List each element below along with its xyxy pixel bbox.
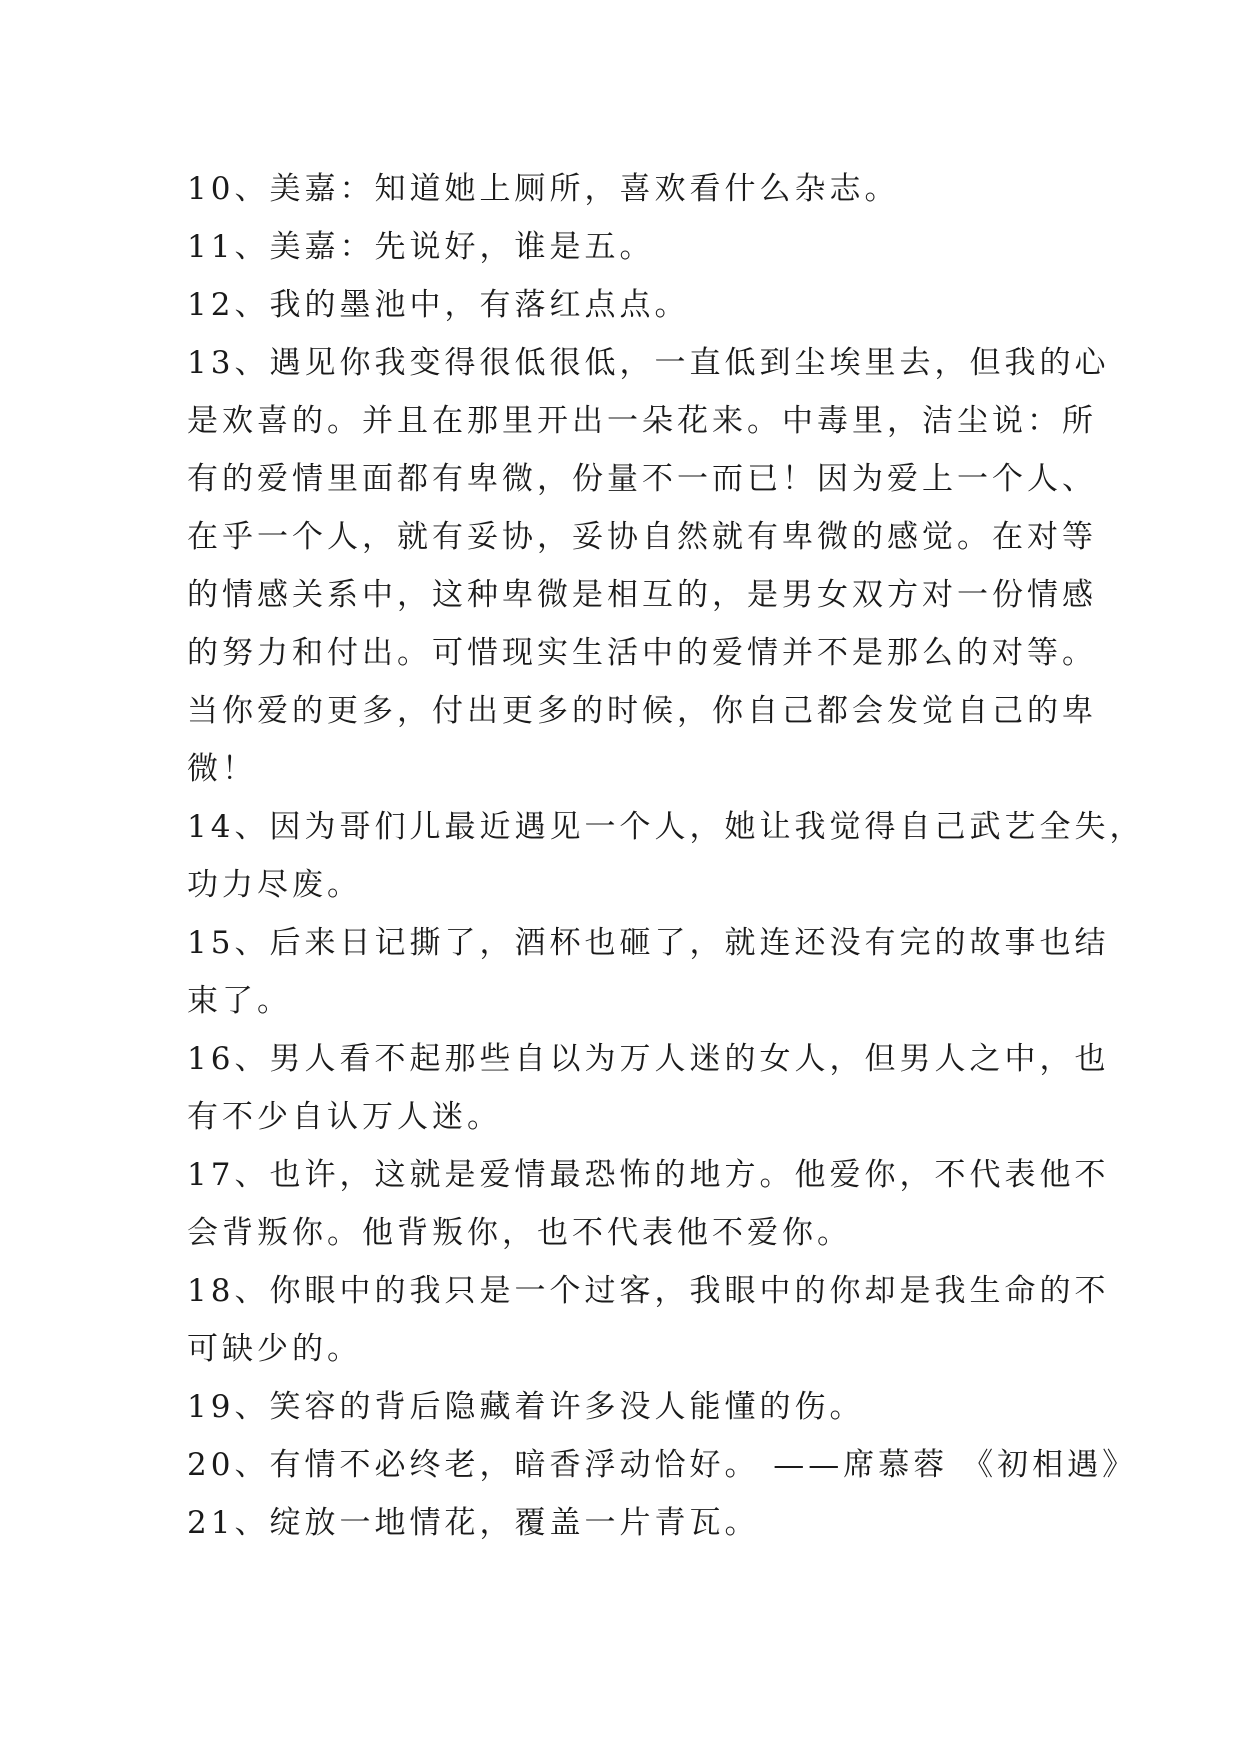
text-line: 当你爱的更多，付出更多的时候，你自己都会发觉自己的卑	[187, 693, 1097, 729]
text-line: 是欢喜的。并且在那里开出一朵花来。中毒里，洁尘说：所	[187, 403, 1097, 439]
text-line: 20、有情不必终老，暗香浮动恰好。 ——席慕蓉 《初相遇》	[187, 1447, 1138, 1483]
text-line: 13、遇见你我变得很低很低，一直低到尘埃里去，但我的心	[187, 345, 1110, 381]
text-line: 的情感关系中，这种卑微是相互的，是男女双方对一份情感	[187, 577, 1097, 613]
text-body	[187, 160, 1145, 1552]
text-line: 15、后来日记撕了，酒杯也砸了，就连还没有完的故事也结	[187, 925, 1110, 961]
text-line: 功力尽废。	[187, 867, 362, 903]
text-line: 12、我的墨池中，有落红点点。	[187, 287, 690, 323]
text-line: 18、你眼中的我只是一个过客，我眼中的你却是我生命的不	[187, 1273, 1110, 1309]
text-line: 14、因为哥们儿最近遇见一个人，她让我觉得自己武艺全失，	[187, 809, 1145, 845]
text-line: 微！	[187, 751, 257, 787]
text-line: 17、也许，这就是爱情最恐怖的地方。他爱你，不代表他不	[187, 1157, 1110, 1193]
text-line: 有的爱情里面都有卑微，份量不一而已！因为爱上一个人、	[187, 461, 1097, 497]
text-line: 16、男人看不起那些自以为万人迷的女人，但男人之中，也	[187, 1041, 1110, 1077]
text-line: 可缺少的。	[187, 1331, 362, 1367]
text-line: 21、绽放一地情花，覆盖一片青瓦。	[187, 1505, 760, 1541]
text-line: 在乎一个人，就有妥协，妥协自然就有卑微的感觉。在对等	[187, 519, 1097, 555]
text-line: 10、美嘉：知道她上厕所，喜欢看什么杂志。	[187, 171, 900, 207]
text-line: 19、笑容的背后隐藏着许多没人能懂的伤。	[187, 1389, 865, 1425]
text-line: 束了。	[187, 983, 292, 1019]
text-line: 有不少自认万人迷。	[187, 1099, 502, 1135]
text-line: 会背叛你。他背叛你，也不代表他不爱你。	[187, 1215, 852, 1251]
text-line: 的努力和付出。可惜现实生活中的爱情并不是那么的对等。	[187, 635, 1097, 671]
text-line: 11、美嘉：先说好，谁是五。	[187, 229, 655, 265]
